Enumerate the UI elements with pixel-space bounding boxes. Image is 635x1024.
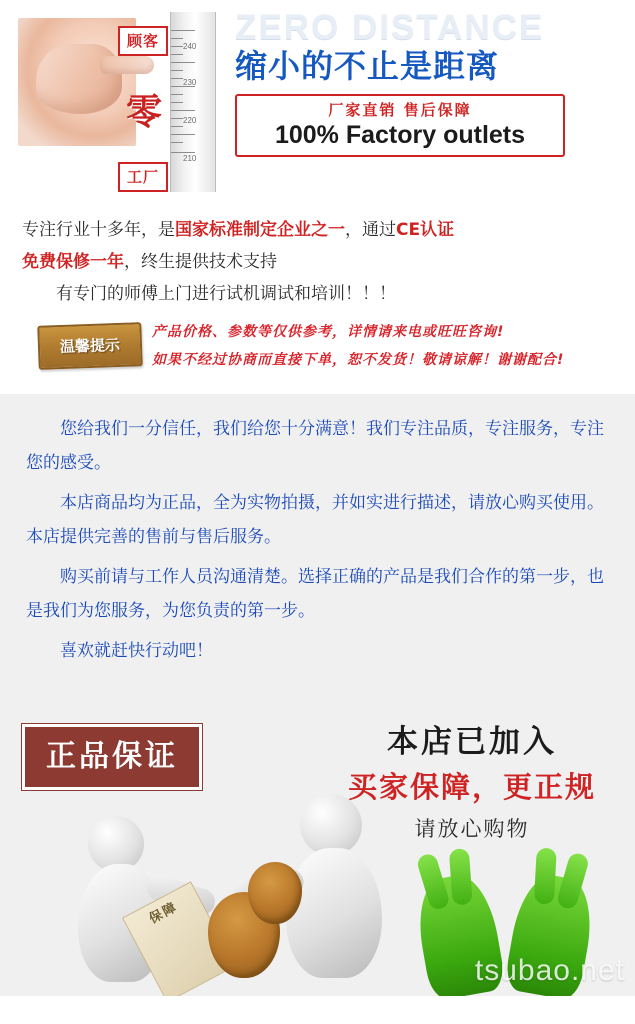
ruler-number: 240 (183, 42, 197, 51)
guarantee-scroll-text: 保障 (146, 899, 181, 927)
info-line-3: 有专门的师傅上门进行试机调试和培训！！！ (56, 284, 396, 304)
customer-tag: 顾客 (118, 26, 168, 56)
tip-line-1: 产品价格、参数等仅供参考，详情请来电或旺旺咨询! (152, 324, 505, 340)
ruler-number: 220 (183, 116, 197, 125)
buyer-protection-text (327, 722, 617, 846)
banner-text-group (235, 6, 627, 157)
ruler-number: 230 (183, 78, 197, 87)
pointing-finger-icon (100, 56, 154, 74)
warm-tip-sign-label: 温馨提示 (59, 335, 121, 357)
factory-outlet-box (235, 94, 565, 157)
buyer-protection-line-1: 本店已加入 (387, 724, 557, 760)
shield-icon (248, 862, 302, 924)
bottom-banner (0, 696, 635, 996)
genuine-guarantee-label: 正品保证 (46, 739, 178, 774)
promise-paragraph-4: 喜欢就赶快行动吧！ (60, 641, 213, 661)
factory-tag: 工厂 (118, 162, 168, 192)
info-line-1-part1: 专注行业十多年，是 (22, 220, 175, 240)
mascot-body-icon (286, 848, 382, 978)
info-line-1 (22, 214, 613, 246)
info-line-1-emphasis-2: CE认证 (396, 220, 455, 240)
buyer-protection-line-3: 请放心购物 (414, 817, 530, 841)
banner-headline: 缩小的不止是距离 (235, 47, 500, 85)
site-watermark: tsubao.net (474, 954, 625, 987)
genuine-guarantee-badge (22, 724, 202, 790)
ruler-number: 210 (183, 154, 197, 163)
tip-row (22, 318, 613, 388)
promise-paragraph-2: 本店商品均为正品，全为实物拍摄，并如实进行描述，请放心购买使用。本店提供完善的售前与售后服务。 (26, 493, 604, 547)
ruler-graphic (170, 12, 216, 192)
warm-tip-sign (37, 322, 142, 370)
top-banner (0, 0, 635, 200)
zero-character: 零 (126, 92, 163, 133)
factory-outlet-title: 100% Factory outlets (274, 121, 526, 149)
warranty-emphasis: 免费保修一年 (22, 252, 124, 272)
banner-illustration (18, 12, 248, 192)
info-line-1-part2: ，通过 (345, 220, 396, 240)
zero-distance-watermark: ZERO DISTANCE (235, 8, 545, 47)
info-line-1-emphasis-1: 国家标准制定企业之一 (175, 220, 345, 240)
service-promise-panel (0, 394, 635, 696)
promise-paragraph-1: 您给我们一分信任，我们给您十分满意！我们专注品质，专注服务，专注您的感受。 (26, 419, 604, 473)
tip-line-2: 如果不经过协商而直接下单，恕不发货！敬请谅解！谢谢配合! (152, 352, 565, 368)
factory-outlet-subtitle: 厂家直销 售后保障 (328, 101, 472, 119)
promise-paragraph-3: 购买前请与工作人员沟通清楚。选择正确的产品是我们合作的第一步，也是我们为您服务，为您负责的第一步。 (26, 567, 604, 621)
info-line-2 (22, 246, 613, 278)
info-line-2-rest: ，终生提供技术支持 (124, 252, 277, 272)
company-info-block (0, 200, 635, 394)
buyer-protection-line-2: 买家保障，更正规 (347, 770, 596, 804)
